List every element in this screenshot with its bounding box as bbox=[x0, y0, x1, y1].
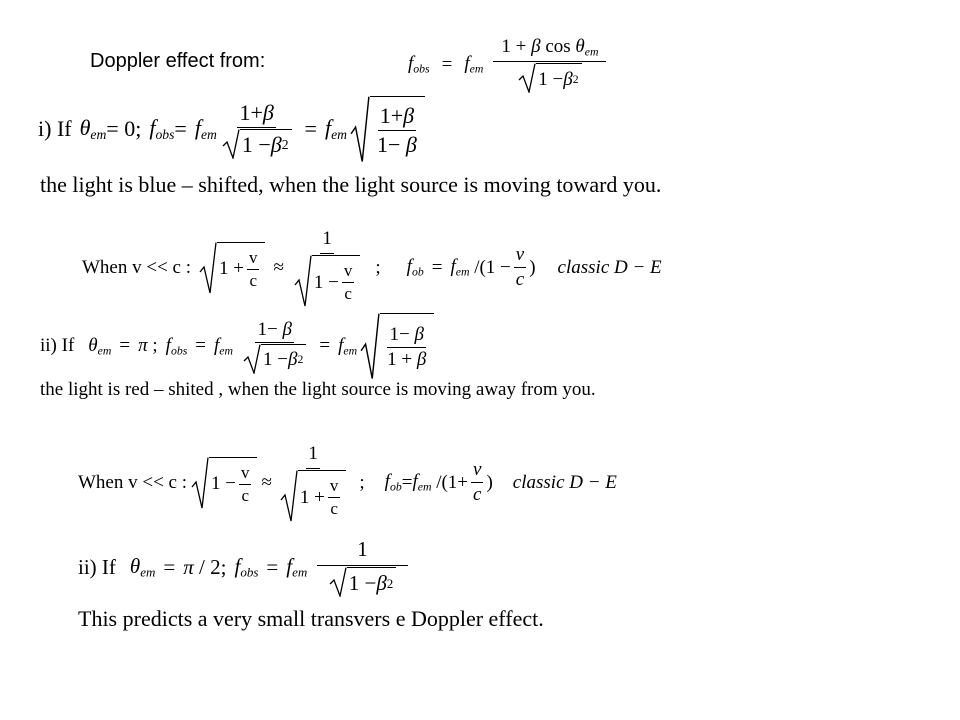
case3-formula: ii) If $\theta_{em}$ = π / 2; $f_{obs}$ = $f_{em}$ 1 1 − β 2 bbox=[78, 537, 411, 597]
page-title: Doppler effect from: bbox=[90, 50, 266, 72]
doppler-main-formula: $f_{obs}$ = $f_{em}$ 1 + β $\cos \theta_{em}$ 1 − β 2 bbox=[408, 36, 609, 93]
case2-formula: ii) If $\theta_{em}$ = π ; $f_{obs}$ = $f_{em}$ 1− β 1 − β 2 = $f_{em}$ $\frac{1- \beta}{1 + \beta}$ bbox=[40, 313, 434, 380]
case2-sentence: the light is red – shited , when the light source is moving away from you. bbox=[40, 379, 596, 400]
case1-formula: i) If $\theta_{em}$ = 0; $f_{obs}$ = $f_{em}$ 1+β 1 − β 2 = $f_{em}$ $\frac{1+\beta}{1- \beta}$ bbox=[38, 96, 425, 163]
case3-sentence: This predicts a very small transvers e Doppler effect. bbox=[78, 606, 544, 631]
case2-approximation: When v << c : 1 − $\frac{v}{c}$ ≈ 1 1 + $\frac{v}{c}$ ; $f_{ob}$ = $f_{em}$ /(1+ $\frac{v}{c}$ ) classic D − E bbox=[78, 443, 617, 522]
case1-sentence: the light is blue – shifted, when the light source is moving toward you. bbox=[40, 172, 662, 197]
case1-approximation: When v << c : 1 + $\frac{v}{c}$ ≈ 1 1 − $\frac{v}{c}$ ; $f_{ob}$ = $f_{em}$ /(1 − $\frac{v}{c}$ ) classic D − E bbox=[82, 228, 662, 307]
